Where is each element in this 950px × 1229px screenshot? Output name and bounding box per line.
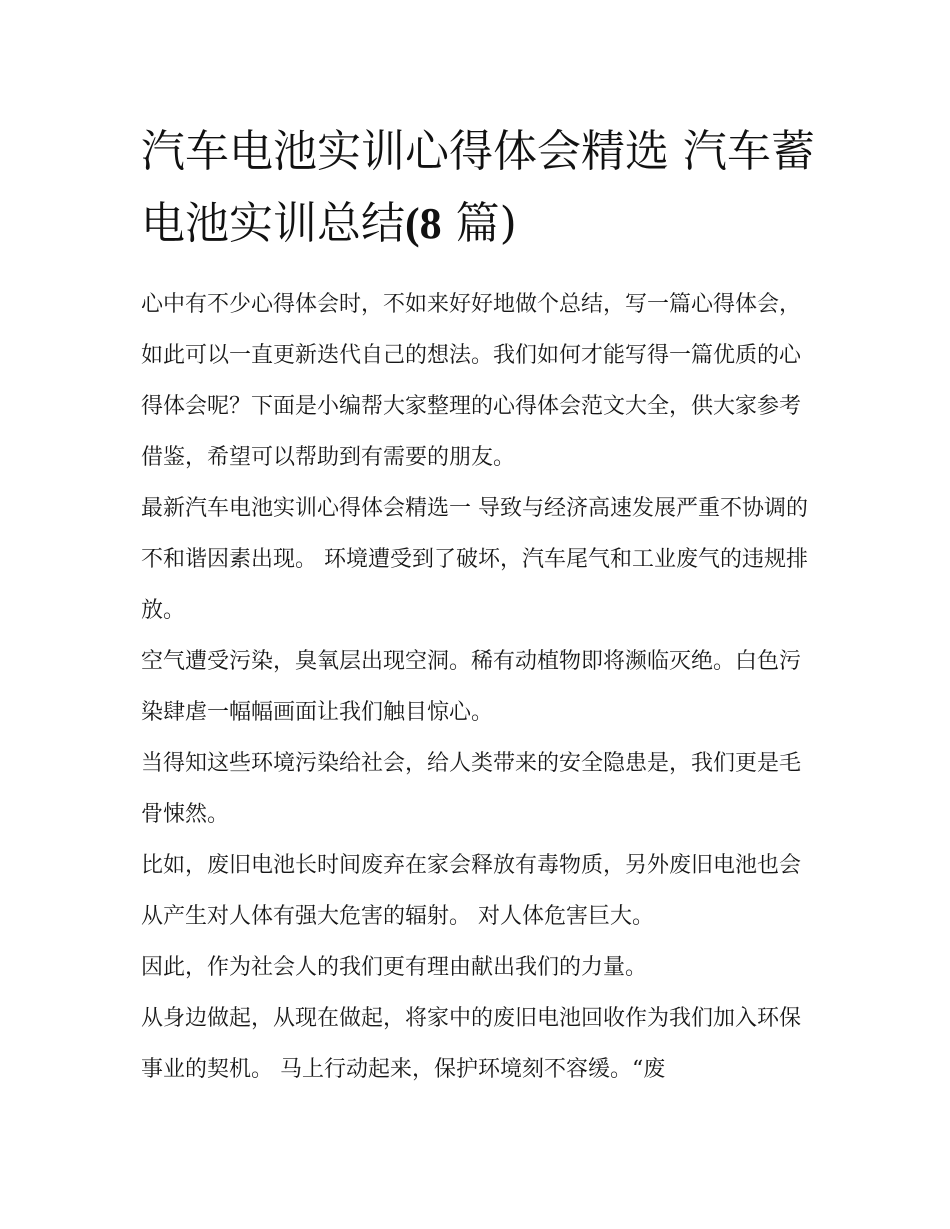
paragraph: 当得知这些环境污染给社会，给人类带来的安全隐患是，我们更是毛骨悚然。	[141, 751, 802, 827]
paragraph: 因此，作为社会人的我们更有理由献出我们的力量。	[141, 955, 648, 980]
paragraph: 最新汽车电池实训心得体会精选一 导致与经济高速发展严重不协调的不和谐因素出现。 环境遭受到了破坏，汽车尾气和工业废气的违规排放。	[141, 496, 808, 623]
paragraph: 从身边做起，从现在做起，将家中的废旧电池回收作为我们加入环保事业的契机。 马上行动起来，保护环境刻不容缓。“废	[141, 1006, 802, 1082]
title-count: (8	[405, 199, 442, 248]
document-body	[141, 279, 821, 1095]
title-suffix: 篇)	[441, 198, 517, 249]
title-text: 汽车电池实训心得体会精选 汽车蓄电池实训总结	[141, 126, 815, 249]
paragraph: 比如，废旧电池长时间废弃在家会释放有毒物质，另外废旧电池也会从产生对人体有强大危害的辐射。 对人体危害巨大。	[141, 853, 802, 929]
paragraph-intro: 心中有不少心得体会时，不如来好好地做个总结，写一篇心得体会，如此可以一直更新迭代自己的想法。我们如何才能写得一篇优质的心得体会呢？下面是小编帮大家整理的心得体会范文大全，供大家参考借鉴，希望可以帮助到有需要的朋友。	[141, 292, 802, 470]
paragraph: 空气遭受污染，臭氧层出现空洞。稀有动植物即将濒临灭绝。白色污染肆虐一幅幅画面让我们触目惊心。	[141, 649, 802, 725]
document-title	[141, 116, 831, 260]
